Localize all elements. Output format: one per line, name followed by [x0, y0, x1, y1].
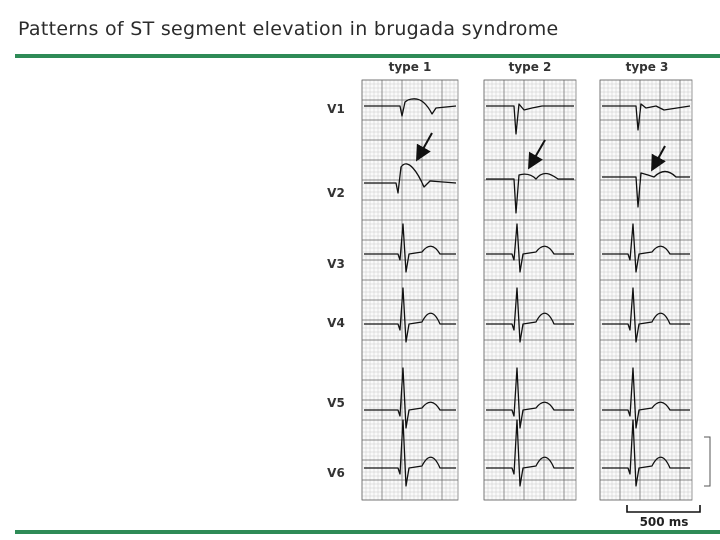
calibration-bracket [704, 437, 710, 486]
ecg-panel-type1 [362, 80, 458, 500]
column-header-type2: type 2 [508, 60, 552, 74]
lead-label-v2: V2 [327, 186, 345, 200]
ecg-panel-type3 [600, 80, 692, 500]
lead-label-v1: V1 [327, 102, 345, 116]
time-scale-bar [627, 505, 700, 512]
lead-label-v6: V6 [327, 466, 345, 480]
panel-background [484, 80, 576, 500]
column-header-type3: type 3 [625, 60, 669, 74]
lead-label-v5: V5 [327, 396, 345, 410]
bottom-accent-bar [15, 530, 720, 534]
time-scale-label: 500 ms [639, 515, 689, 529]
column-header-type1: type 1 [388, 60, 432, 74]
panel-background [600, 80, 692, 500]
lead-label-v3: V3 [327, 257, 345, 271]
ecg-panel-type2 [484, 80, 576, 500]
slide-title: Patterns of ST segment elevation in brugada syndrome [18, 18, 559, 40]
lead-label-v4: V4 [327, 316, 345, 330]
